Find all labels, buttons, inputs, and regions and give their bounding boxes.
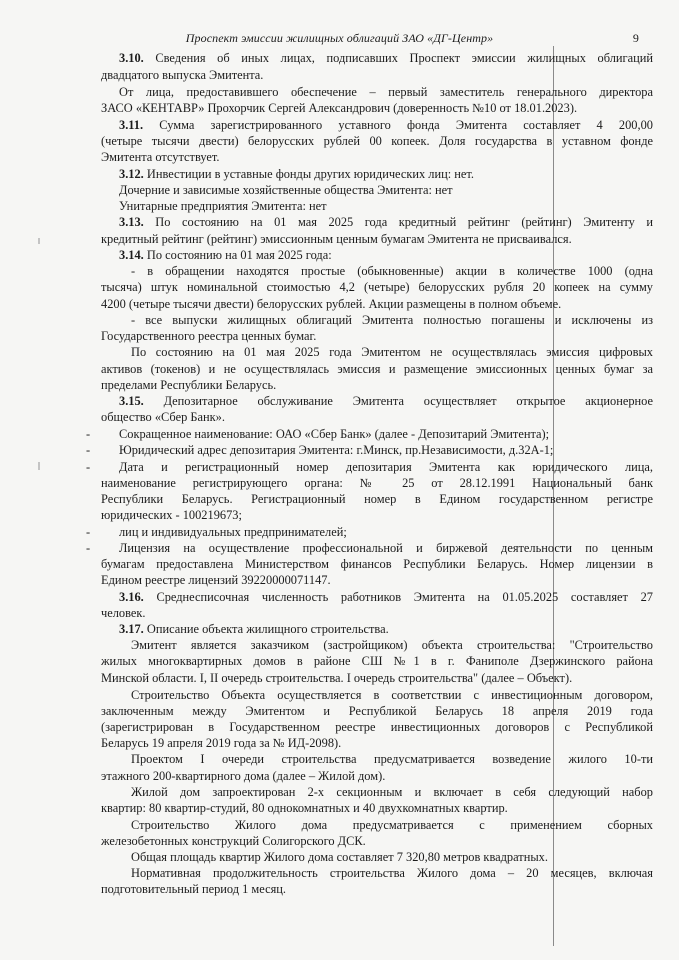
line-text: По состоянию на 01 мая 2025 года Эмитентом не осуществлялась эмиссия цифровых — [131, 345, 653, 359]
text-line — [101, 557, 653, 572]
text-line — [101, 378, 653, 393]
text-line — [101, 248, 653, 263]
text-line — [101, 460, 653, 475]
text-line — [101, 720, 653, 735]
line-text: По состоянию на 01 мая 2025 года кредитный рейтинг (рейтинг) Эмитенту и — [143, 215, 653, 229]
section-number: 3.13. — [119, 215, 144, 229]
line-text: лиц и индивидуальных предпринимателей; — [119, 525, 347, 539]
line-text: активов (токенов) и не осуществлялась эмиссия и размещение эмиссионных ценных бумаг за — [101, 362, 653, 376]
bullet-dash: - — [86, 460, 91, 474]
line-text: тысяча) штук номинальной стоимостью 4,2 (четыре) белорусских рубля 20 копеек на сумму — [101, 280, 653, 294]
line-text: бумагам предоставлена Министерством финансов Республики Беларусь. Номер лицензии в — [101, 557, 653, 571]
section-number: 3.17. — [119, 622, 144, 636]
text-line — [101, 801, 653, 816]
text-line — [101, 834, 653, 849]
text-line — [101, 622, 653, 637]
line-text: 4200 (четыре тысячи двести) белорусских рублей. Акции размещены в полном объеме. — [101, 297, 562, 311]
line-text: наименование регистрирующего органа: № 25 от 28.12.1991 Национальный банк — [101, 476, 653, 490]
text-line — [101, 183, 653, 198]
line-text: человек. — [101, 606, 146, 620]
text-line — [101, 264, 653, 279]
text-line — [101, 150, 653, 165]
line-text: Эмитент является заказчиком (застройщиком) объекта строительства: "Строительство — [131, 638, 653, 652]
text-line — [101, 638, 653, 653]
scan-mark — [38, 462, 40, 470]
line-text: Сведения об иных лицах, подписавших Проспект эмиссии жилищных облигаций — [143, 51, 653, 65]
text-line — [101, 508, 653, 523]
line-text: ЗАСО «КЕНТАВР» Прохорчик Сергей Александрович (доверенность №10 от 18.01.2023). — [101, 101, 578, 115]
line-text: Строительство Жилого дома предусматривается с применением сборных — [131, 818, 653, 832]
line-text: Среднесписочная численность работников Эмитента на 01.05.2025 составляет 27 — [143, 590, 653, 604]
bullet-dash: - — [86, 541, 91, 555]
section-number: 3.14. — [119, 248, 144, 262]
line-text: Едином реестре лицензий 39220000071147. — [101, 573, 331, 587]
line-text: Минской области. I, II очередь строительства. I очередь строительства" (далее – Объект). — [101, 671, 573, 685]
line-text: двадцатого выпуска Эмитента. — [101, 68, 264, 82]
line-text: Общая площадь квартир Жилого дома составляет 7 320,80 метров квадратных. — [131, 850, 548, 864]
text-line — [101, 345, 653, 360]
line-text: жилых многоквартирных домов в районе СШ №1 в г. Фаниполе Дзержинского района — [101, 654, 653, 668]
text-line — [101, 752, 653, 767]
line-text: Унитарные предприятия Эмитента: нет — [119, 199, 327, 213]
text-line — [101, 68, 653, 83]
text-line — [101, 85, 653, 100]
line-text: - в обращении находятся простые (обыкновенные) акции в количестве 1000 (одна — [131, 264, 653, 278]
line-text: Жилой дом запроектирован 2-х секционным и включает в себя следующий набор — [131, 785, 653, 799]
line-text: Лицензия на осуществление профессиональной и биржевой деятельности по ценным — [119, 541, 653, 555]
bullet-dash: - — [86, 443, 91, 457]
text-line — [101, 167, 653, 182]
text-line — [101, 134, 653, 149]
text-line — [101, 280, 653, 295]
line-text: Сумма зарегистрированного уставного фонда Эмитента составляет 4 200,00 — [143, 118, 653, 132]
line-text: Дата и регистрационный номер депозитария Эмитента как юридического лица, — [119, 460, 653, 474]
text-line — [101, 688, 653, 703]
text-line — [101, 850, 653, 865]
line-text: Описание объекта жилищного строительства. — [143, 622, 389, 636]
text-line — [101, 410, 653, 425]
line-text: Проектом I очереди строительства предусматривается возведение жилого 10-ти — [131, 752, 653, 766]
line-text: Республики Беларусь. Регистрационный номер в Едином государственном регистре — [101, 492, 653, 506]
line-text: Строительство Объекта осуществляется в соответствии с инвестиционным договором, — [131, 688, 653, 702]
page-number: 9 — [632, 31, 639, 45]
line-text: Государственного реестра ценных бумаг. — [101, 329, 317, 343]
line-text: пределами Республики Беларусь. — [101, 378, 277, 392]
text-line — [101, 232, 653, 247]
line-text: Инвестиции в уставные фонды других юридических лиц: нет. — [143, 167, 475, 181]
text-line — [101, 443, 653, 458]
line-text: юридических - 100219673; — [101, 508, 242, 522]
line-text: Эмитента отсутствует. — [101, 150, 220, 164]
line-text: квартир: 80 квартир-студий, 80 однокомнатных и 40 двухкомнатных квартир. — [101, 801, 508, 815]
line-text: заключенным между Эмитентом и Республикой Беларусь 18 апреля 2019 года — [101, 704, 653, 718]
text-line — [101, 671, 653, 686]
section-number: 3.16. — [119, 590, 144, 604]
text-line — [101, 427, 653, 442]
text-line — [101, 297, 653, 312]
text-line — [101, 51, 653, 66]
line-text: - все выпуски жилищных облигаций Эмитента полностью погашены и исключены из — [131, 313, 653, 327]
line-text: этажного 200-квартирного дома (далее – Жилой дом). — [101, 769, 386, 783]
line-text: Дочерние и зависимые хозяйственные общества Эмитента: нет — [119, 183, 453, 197]
text-line — [101, 215, 653, 230]
line-text: Сокращенное наименование: ОАО «Сбер Банк» (далее - Депозитарий Эмитента); — [119, 427, 550, 441]
text-line — [101, 654, 653, 669]
text-line — [101, 199, 653, 214]
line-text: Юридический адрес депозитария Эмитента: г.Минск, пр.Независимости, д.32А-1; — [119, 443, 554, 457]
text-line — [101, 329, 653, 344]
line-text: По состоянию на 01 мая 2025 года: — [143, 248, 332, 262]
line-text: подготовительный период 1 месяц. — [101, 882, 287, 896]
page-header — [0, 31, 679, 47]
section-number: 3.11. — [119, 118, 144, 132]
bullet-dash: - — [86, 525, 91, 539]
text-line — [101, 492, 653, 507]
line-text: Беларусь 19 апреля 2019 года за № ИД-2098). — [101, 736, 342, 750]
line-text: (зарегистрирован в Государственном реестре инвестиционных договоров с Республикой — [101, 720, 653, 734]
line-text: (четыре тысячи двести) белорусских рублей 00 копеек. Доля государства в уставном фонде — [101, 134, 653, 148]
text-line — [101, 394, 653, 409]
section-number: 3.10. — [119, 51, 144, 65]
line-text: Нормативная продолжительность строительства Жилого дома – 20 месяцев, включая — [131, 866, 653, 880]
text-line — [101, 769, 653, 784]
bullet-dash: - — [86, 427, 91, 441]
text-line — [101, 476, 653, 491]
text-line — [101, 590, 653, 605]
text-line — [101, 818, 653, 833]
text-line — [101, 785, 653, 800]
line-text: кредитный рейтинг (рейтинг) эмиссионным ценным бумагам Эмитента не присваивался. — [101, 232, 572, 246]
header-title: Проспект эмиссии жилищных облигаций ЗАО «ДГ-Центр» — [185, 31, 494, 45]
text-line — [101, 704, 653, 719]
text-line — [101, 541, 653, 556]
scan-mark — [38, 238, 40, 244]
line-text: общество «Сбер Банк». — [101, 410, 225, 424]
text-line — [101, 118, 653, 133]
text-line — [101, 573, 653, 588]
line-text: От лица, предоставившего обеспечение – первый заместитель генерального директора — [119, 85, 653, 99]
text-line — [101, 736, 653, 751]
text-line — [101, 866, 653, 881]
text-line — [101, 362, 653, 377]
section-number: 3.12. — [119, 167, 144, 181]
text-line — [101, 101, 653, 116]
text-line — [101, 313, 653, 328]
line-text: железобетонных конструкций Солигорского ДСК. — [101, 834, 366, 848]
line-text: Депозитарное обслуживание Эмитента осуществляет открытое акционерное — [143, 394, 653, 408]
text-line — [101, 882, 653, 897]
section-number: 3.15. — [119, 394, 144, 408]
text-line — [101, 525, 653, 540]
text-line — [101, 606, 653, 621]
